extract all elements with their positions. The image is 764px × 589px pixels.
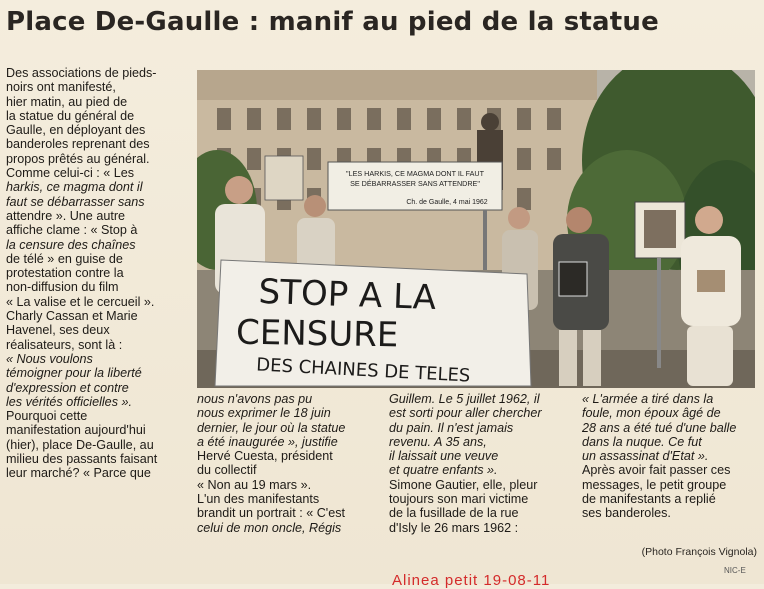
text-line: de la fusillade de la rue <box>389 506 519 521</box>
text-line: d'Isly le 26 mars 1962 : <box>389 520 519 535</box>
news-photo <box>197 70 755 388</box>
text-line-italic: « L'armée a tiré dans la <box>582 392 714 406</box>
text-line: messages, le petit groupe <box>582 477 727 492</box>
text-line-italic: Guillem. Le 5 juillet 1962, il <box>389 392 540 406</box>
photo-credit: (Photo François Vignola) <box>641 546 757 558</box>
text-line: non-diffusion du film <box>6 280 119 295</box>
text-line: « La valise et le cercueil ». <box>6 294 155 309</box>
text-line: du collectif <box>197 463 257 478</box>
text-line: propos prêtés au général. <box>6 151 150 166</box>
text-line-italic: harkis, ce magma dont il <box>6 180 143 195</box>
placard-line-1: "LES HARKIS, CE MAGMA DONT IL FAUT <box>346 169 484 178</box>
text-line-italic: et quatre enfants ». <box>389 463 498 478</box>
text-line-italic: est sorti pour aller chercher <box>389 406 542 421</box>
text-line: banderoles reprenant des <box>6 137 150 152</box>
text-line-italic: dans la nuque. Ce fut <box>582 434 702 449</box>
text-line: Simone Gautier, elle, pleur <box>389 477 538 492</box>
text-line: attendre ». Une autre <box>6 208 126 223</box>
page-code: NIC-E <box>724 566 746 575</box>
text-line: Gaulle, en déployant des <box>6 123 146 138</box>
text-line-italic: il laissait une veuve <box>389 449 499 464</box>
text-line: de télé » en guise de <box>6 251 123 266</box>
placard-signature: Ch. de Gaulle, 4 mai 1962 <box>406 199 488 206</box>
banner-line-1: STOP A LA <box>257 271 437 319</box>
text-line: (hier), place De-Gaulle, au <box>6 437 154 452</box>
text-line: Havenel, ses deux <box>6 323 110 338</box>
text-line: toujours son mari victime <box>389 492 529 507</box>
text-line: affiche clame : « Stop à <box>6 223 138 238</box>
text-line-italic: un assassinat d'Etat ». <box>582 449 709 464</box>
banner-line-2: CENSURE <box>235 312 399 356</box>
banner-line-3: DES CHAINES DE TELES <box>255 354 471 387</box>
text-line: leur marché? « Parce que <box>6 466 151 481</box>
text-line-italic: nous exprimer le 18 juin <box>197 406 331 421</box>
text-line: de manifestants a replié <box>582 492 716 507</box>
text-line-italic: nous n'avons pas pu <box>197 392 313 406</box>
text-line-italic: d'expression et contre <box>6 380 129 395</box>
text-line: la statue du général de <box>6 108 135 123</box>
text-line: ses banderoles. <box>582 506 671 521</box>
text-line: Charly Cassan et Marie <box>6 309 138 324</box>
article-column-2 <box>197 392 379 535</box>
text-line-italic: témoigner pour la liberté <box>6 366 142 381</box>
text-line-italic: faut se débarrasser sans <box>6 194 145 209</box>
text-line: hier matin, au pied de <box>6 94 128 109</box>
text-line: Hervé Cuesta, président <box>197 449 333 464</box>
text-line-italic: dernier, le jour où la statue <box>197 420 346 435</box>
text-line: Comme celui-ci : « Les <box>6 166 135 181</box>
text-line: manifestation aujourd'hui <box>6 423 146 438</box>
text-line: réalisateurs, sont là : <box>6 337 123 352</box>
text-line-italic: la censure des chaînes <box>6 237 136 252</box>
text-line-italic: 28 ans a été tué d'une balle <box>582 420 737 435</box>
text-line: protestation contre la <box>6 266 124 281</box>
photo-illustration <box>197 70 755 388</box>
text-line: noirs ont manifesté, <box>6 80 116 95</box>
text-line-italic: « Nous voulons <box>6 351 93 366</box>
text-line: Des associations de pieds- <box>6 66 157 80</box>
text-line: Après avoir fait passer ces <box>582 463 731 478</box>
bleed-through-text: Alinea petit 19-08-11 <box>392 572 551 589</box>
text-line-italic: celui de mon oncle, Régis <box>197 520 342 535</box>
text-line-italic: du pain. Il n'est jamais <box>389 420 514 435</box>
placard-line-2: SE DÉBARRASSER SANS ATTENDRE" <box>350 179 480 188</box>
text-line: « Non au 19 mars ». <box>197 477 312 492</box>
text-line: L'un des manifestants <box>197 492 320 507</box>
text-line: brandit un portrait : « C'est <box>197 506 346 521</box>
text-line-italic: a été inaugurée », justifie <box>197 434 338 449</box>
text-line: milieu des passants faisant <box>6 452 158 467</box>
text-line-italic: revenu. A 35 ans, <box>389 434 487 449</box>
text-line: Pourquoi cette <box>6 409 88 424</box>
text-line-italic: les vérités officielles ». <box>6 394 132 409</box>
headline: Place De-Gaulle : manif au pied de la statue <box>6 7 659 37</box>
article-column-3 <box>389 392 574 535</box>
article-column-1 <box>6 66 188 481</box>
article-column-4 <box>582 392 758 521</box>
text-line-italic: foule, mon époux âgé de <box>582 406 721 421</box>
